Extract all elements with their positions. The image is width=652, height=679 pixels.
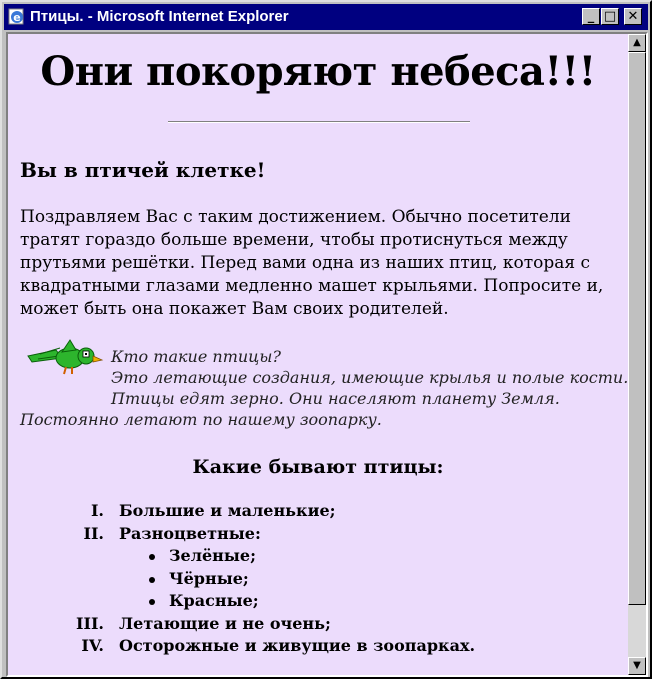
title-bar[interactable] bbox=[4, 4, 648, 30]
section-subheading: Вы в птичей клетке! bbox=[20, 158, 266, 182]
page-title: Они покоряют небеса!!! bbox=[40, 48, 596, 95]
sublist-text: Зелёные; bbox=[169, 546, 257, 565]
list-number: I. bbox=[90, 501, 104, 520]
bullet-icon bbox=[149, 554, 155, 560]
list-number: II. bbox=[83, 523, 104, 543]
svg-text:e: e bbox=[13, 11, 21, 24]
quote-line: Птицы едят зерно. Они населяют планету Земля. bbox=[111, 389, 560, 408]
bullet-icon bbox=[149, 577, 155, 583]
list-number: III. bbox=[75, 613, 104, 633]
ie-icon bbox=[8, 8, 26, 26]
bird-icon bbox=[26, 336, 104, 376]
quote-line: Это летающие создания, имеющие крылья и полые кости. bbox=[111, 368, 628, 387]
bullet-icon bbox=[149, 599, 155, 605]
intro-paragraph: Поздравляем Вас с таким достижением. Обычно посетители тратят гораздо больше времени, чтобы протиснуться между прутьями решётки. Перед вами одна из наших птиц, которая с квадратными глазами медленно машет крыльями. Попросите и, может быть она покажет Вам своих родителей. bbox=[20, 207, 604, 319]
list-text: Большие и маленькие; bbox=[119, 501, 336, 520]
list-text: Осторожные и живущие в зоопарках. bbox=[119, 636, 476, 655]
arrow-down-icon: ▼ bbox=[633, 660, 641, 671]
quote-line: Постоянно летают по нашему зоопарку. bbox=[20, 410, 382, 429]
list-text: Разноцветные: bbox=[119, 523, 261, 543]
close-button[interactable] bbox=[624, 8, 642, 25]
list-text: Летающие и не очень; bbox=[119, 613, 331, 633]
maximize-icon: □ bbox=[603, 9, 617, 24]
minimize-button[interactable] bbox=[582, 8, 600, 25]
minimize-icon: _ bbox=[587, 9, 595, 24]
close-icon: ✕ bbox=[627, 9, 639, 24]
scroll-down-button[interactable] bbox=[628, 657, 646, 675]
vertical-scrollbar[interactable] bbox=[628, 34, 646, 675]
window-title: Птицы. - Microsoft Internet Explorer bbox=[30, 8, 289, 25]
scroll-thumb[interactable] bbox=[628, 52, 646, 605]
horizontal-rule bbox=[168, 121, 470, 123]
list-title: Какие бывают птицы: bbox=[192, 456, 444, 478]
quote-line: Кто такие птицы? bbox=[111, 347, 281, 366]
content-frame bbox=[6, 32, 648, 677]
sublist-text: Чёрные; bbox=[169, 568, 249, 588]
sublist-text: Красные; bbox=[169, 591, 259, 610]
scroll-up-button[interactable] bbox=[628, 34, 646, 52]
maximize-button[interactable] bbox=[601, 8, 619, 25]
page-content bbox=[8, 34, 628, 675]
list-number: IV. bbox=[81, 636, 104, 655]
arrow-up-icon: ▲ bbox=[633, 37, 641, 48]
